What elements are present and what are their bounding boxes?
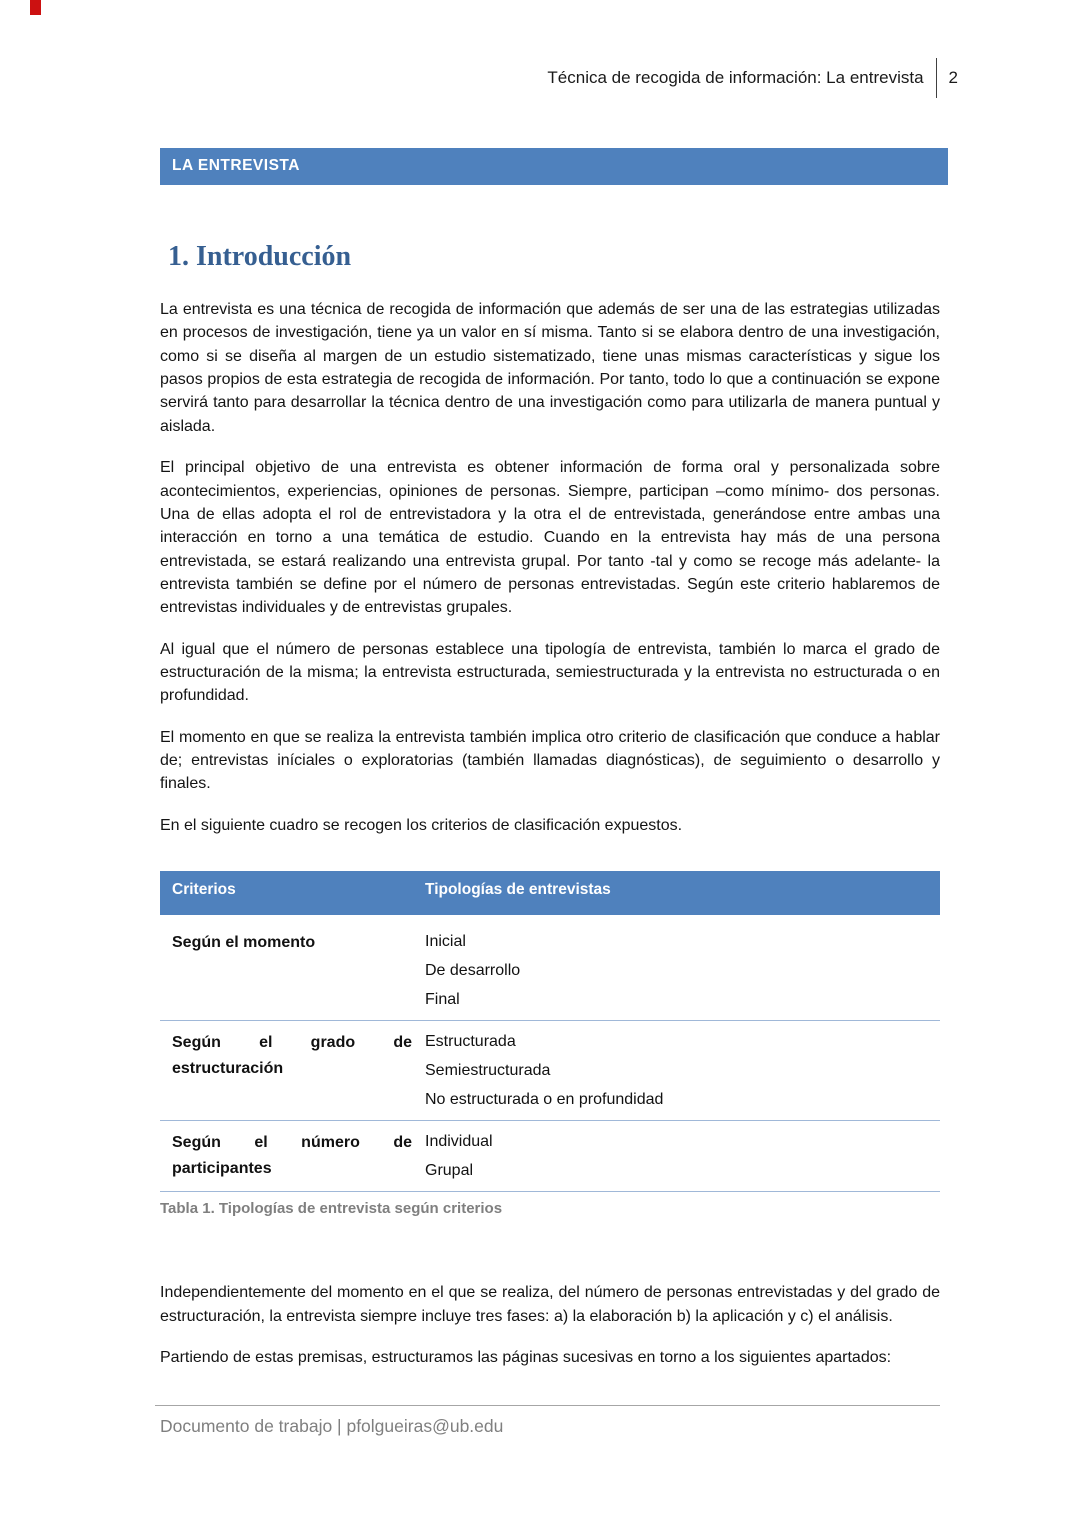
running-header-title: Técnica de recogida de información: La entrevista bbox=[547, 68, 924, 87]
table-cell-criterion: Según el momento bbox=[172, 934, 316, 952]
typology-item: Final bbox=[425, 991, 460, 1009]
paragraph-4: El momento en que se realiza la entrevista también implica otro criterio de clasificación que conduce a hablar de; entrevistas iníciales o exploratorias (también llamadas diagnósticas), de seguimiento o desarrollo y finales. bbox=[160, 728, 940, 793]
table-cell-criterion: Según el grado de estructuración bbox=[172, 1034, 412, 1077]
table-cell-typologies bbox=[425, 1128, 940, 1186]
section-banner bbox=[160, 148, 948, 185]
paragraph-1: La entrevista es una técnica de recogida de información que además de ser una de las estrategias utilizadas en procesos de investigación, tiene ya un valor en sí misma. Tanto si se elabora dentro de una investigación, como si se diseña al margen de un estudio sistematizado, tiene unas mismas características y sigue los pasos propios de esta estrategia de recogida de información. Por tanto, todo lo que a continuación se expone servirá tanto para desarrollar la técnica dentro de una investigación como para utilizarla de manera puntual y aislada. bbox=[160, 301, 940, 435]
section-heading: 1. Introducción bbox=[168, 241, 352, 272]
table-header-row bbox=[160, 871, 940, 915]
typology-item: Grupal bbox=[425, 1162, 474, 1180]
typology-item: No estructurada o en profundidad bbox=[425, 1091, 664, 1109]
table-row bbox=[160, 1021, 940, 1121]
paragraph-3: Al igual que el número de personas establece una tipología de entrevista, también lo marca el grado de estructuración de la misma; la entrevista estructurada, semiestructurada y la entrevista no estructurada o en profundidad. bbox=[160, 640, 940, 705]
typology-item: Estructurada bbox=[425, 1033, 516, 1051]
table-cell-criterion: Según el número de participantes bbox=[172, 1134, 412, 1177]
table-row bbox=[160, 1121, 940, 1192]
paragraph-6: Independientemente del momento en el que se realiza, del número de personas entrevistadas y del grado de estructuración, la entrevista siempre incluye tres fases: a) la elaboración b) la aplicación y c) el análisis. bbox=[160, 1284, 940, 1325]
header-divider bbox=[936, 58, 937, 98]
table-header-criterios: Criterios bbox=[172, 881, 236, 899]
section-banner-label: LA ENTREVISTA bbox=[172, 157, 300, 174]
table-row bbox=[160, 915, 940, 1021]
paragraph-5: En el siguiente cuadro se recogen los criterios de clasificación expuestos. bbox=[160, 816, 683, 834]
table-header-tipologias: Tipologías de entrevistas bbox=[425, 881, 611, 899]
typology-table bbox=[160, 871, 940, 1192]
typology-item: Individual bbox=[425, 1133, 493, 1151]
table-cell-typologies bbox=[425, 1028, 940, 1115]
after-table-text bbox=[160, 1281, 940, 1369]
typology-item: Inicial bbox=[425, 933, 466, 951]
table-caption: Tabla 1. Tipologías de entrevista según criterios bbox=[160, 1200, 503, 1218]
document-content bbox=[160, 241, 940, 1369]
typology-item: De desarrollo bbox=[425, 962, 521, 980]
red-bookmark-mark bbox=[30, 0, 41, 15]
footer-text: Documento de trabajo | pfolgueiras@ub.edu bbox=[160, 1416, 504, 1436]
paragraph-7: Partiendo de estas premisas, estructuramos las páginas sucesivas en torno a los siguientes apartados: bbox=[160, 1348, 892, 1366]
typology-item: Semiestructurada bbox=[425, 1062, 551, 1080]
page-footer bbox=[155, 1405, 940, 1437]
paragraph-2: El principal objetivo de una entrevista es obtener información de forma oral y personalizada sobre acontecimientos, experiencias, opiniones de personas. Siempre, participan –como mínimo- dos personas. Una de ellas adopta el rol de entrevistadora y la otra el de entrevistada, generándose entre ambas una interacción en torno a una temática de estudio. Cuando en la entrevista hay más de una persona entrevistada, se estará realizando una entrevista grupal. Por tanto -tal y como se recoge más adelante- la entrevista también se define por el número de personas entrevistadas. Según este criterio hablaremos de entrevistas individuales y de entrevistas grupales. bbox=[160, 459, 940, 617]
page-number: 2 bbox=[948, 68, 958, 87]
page-header bbox=[0, 0, 1080, 98]
table-cell-typologies bbox=[425, 928, 940, 1015]
